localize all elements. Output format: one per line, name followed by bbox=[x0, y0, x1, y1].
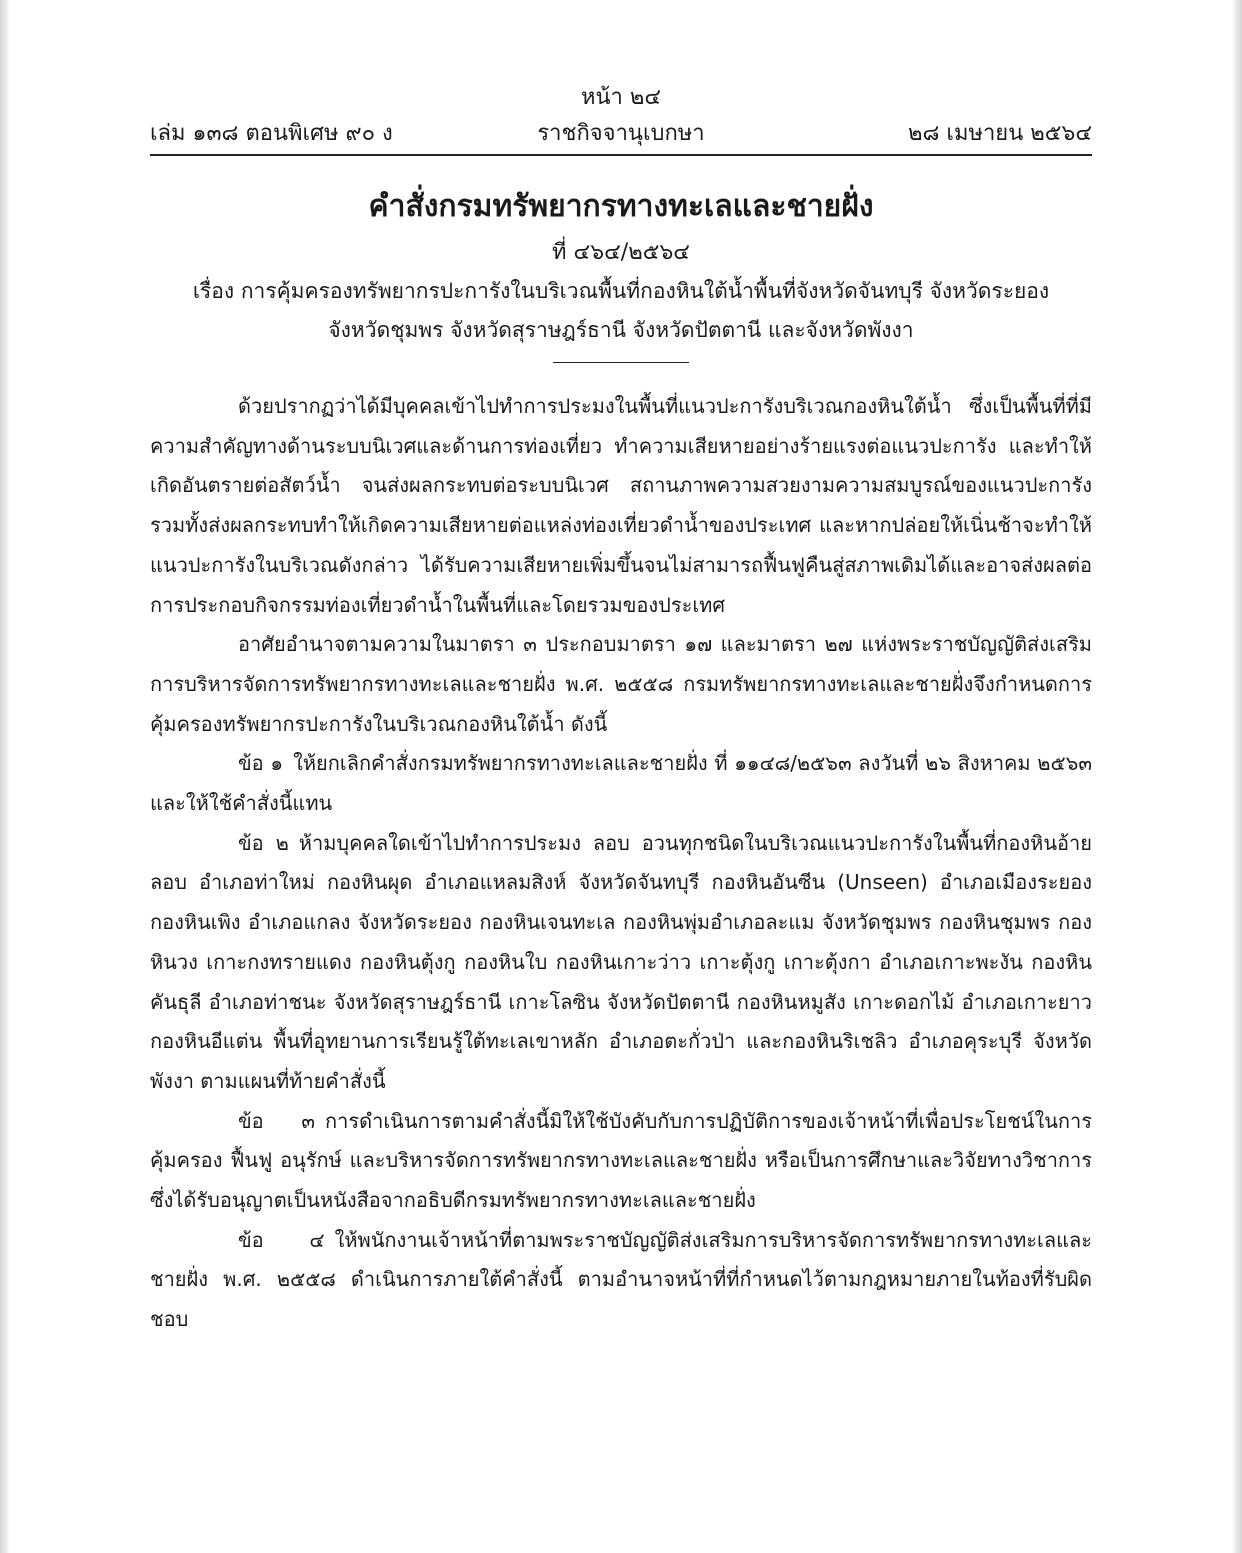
authority-paragraph: อาศัยอำนาจตามความในมาตรา ๓ ประกอบมาตรา ๑๗ และมาตรา ๒๗ แห่งพระราชบัญญัติส่งเสริมการบริหารจัดการทรัพยากรทางทะเลและชายฝั่ง พ.ศ. ๒๕๕๘ กรมทรัพยากรทางทะเลและชายฝั่งจึงกำหนดการคุ้มครองทรัพยากรปะการังในบริเวณกองหินใต้น้ำ ดังนี้ bbox=[150, 632, 1092, 736]
publication-name: ราชกิจจานุเบกษา bbox=[537, 121, 705, 146]
clause-3 bbox=[150, 1102, 1092, 1221]
clause-3-text: การดำเนินการตามคำสั่งนี้มิให้ใช้บังคับกับการปฏิบัติการของเจ้าหน้าที่เพื่อประโยชน์ในการคุ้มครอง ฟื้นฟู อนุรักษ์ และบริหารจัดการทรัพยากรทางทะเลและชายฝั่ง หรือเป็นการศึกษาและวิจัยทางวิชาการ ซึ่งได้รับอนุญาตเป็นหนังสือจากอธิบดีกรมทรัพยากรทางทะเลและชายฝั่ง bbox=[150, 1108, 1092, 1213]
clause-4 bbox=[150, 1221, 1092, 1340]
preamble-paragraph: ด้วยปรากฏว่าได้มีบุคคลเข้าไปทำการประมงในพื้นที่แนวปะการังบริเวณกองหินใต้น้ำ ซึ่งเป็นพื้นที่ที่มีความสำคัญทางด้านระบบนิเวศและด้านการท่องเที่ยว ทำความเสียหายอย่างร้ายแรงต่อแนวปะการัง และทำให้เกิดอันตรายต่อสัตว์น้ำ จนส่งผลกระทบต่อระบบนิเวศ สถานภาพความสวยงามความสมบูรณ์ของแนวปะการัง รวมทั้งส่งผลกระทบทำให้เกิดความเสียหายต่อแหล่งท่องเที่ยวดำน้ำของประเทศ และหากปล่อยให้เนิ่นช้าจะทำให้แนวปะการังในบริเวณดังกล่าว ได้รับความเสียหายเพิ่มขึ้นจนไม่สามารถฟื้นฟูคืนสู่สภาพเดิมได้และอาจส่งผลต่อการประกอบกิจกรรมท่องเที่ยวดำน้ำในพื้นที่และโดยรวมของประเทศ bbox=[150, 394, 1092, 617]
clause-1-label: ข้อ ๑ bbox=[238, 751, 284, 776]
page-number: หน้า ๒๔ bbox=[580, 85, 662, 110]
clause-2-label: ข้อ ๒ bbox=[238, 830, 289, 855]
header-divider bbox=[150, 154, 1092, 156]
gazette-page bbox=[150, 80, 1092, 1340]
clause-4-text: ให้พนักงานเจ้าหน้าที่ตามพระราชบัญญัติส่งเสริมการบริหารจัดการทรัพยากรทางทะเลและชายฝั่ง พ.ศ. ๒๕๕๘ ดำเนินการภายใต้คำสั่งนี้ ตามอำนาจหน้าที่ที่กำหนดไว้ตามกฎหมายภายในท้องที่รับผิดชอบ bbox=[150, 1227, 1092, 1332]
title-divider bbox=[553, 362, 689, 363]
order-number: ที่ ๔๖๔/๒๕๖๔ bbox=[552, 240, 690, 265]
clause-3-label: ข้อ ๓ bbox=[238, 1108, 316, 1133]
clause-2 bbox=[150, 824, 1092, 1102]
clause-1-text: ให้ยกเลิกคำสั่งกรมทรัพยากรทางทะเลและชายฝั่ง ที่ ๑๑๔๘/๒๕๖๓ ลงวันที่ ๒๖ สิงหาคม ๒๕๖๓ และให้ใช้คำสั่งนี้แทน bbox=[150, 751, 1092, 816]
volume-issue: เล่ม ๑๓๘ ตอนพิเศษ ๙๐ ง bbox=[150, 121, 393, 146]
document-title: คำสั่งกรมทรัพยากรทางทะเลและชายฝั่ง bbox=[368, 189, 874, 224]
gazette-meta-row bbox=[150, 116, 1092, 152]
page-edge-shadow-left bbox=[0, 0, 10, 1553]
document-subject bbox=[150, 272, 1092, 350]
publication-date: ๒๘ เมษายน ๒๕๖๔ bbox=[907, 121, 1092, 146]
clause-2-text: ห้ามบุคคลใดเข้าไปทำการประมง ลอบ อวนทุกชนิดในบริเวณแนวปะการังในพื้นที่กองหินอ้ายลอบ อำเภอท่าใหม่ กองหินผุด อำเภอแหลมสิงห์ จังหวัดจันทบุรี กองหินอันซีน (Unseen) อำเภอเมืองระยอง กองหินเพิง อำเภอแกลง จังหวัดระยอง กองหินเจนทะเล กองหินพุ่มอำเภอละแม จังหวัดชุมพร กองหินชุมพร กองหินวง เกาะกงทรายแดง กองหินตุ้งกู กองหินใบ กองหินเกาะว่าว เกาะตุ้งกู เกาะตุ้งกา อำเภอเกาะพะงัน กองหินคันธุลี อำเภอท่าชนะ จังหวัดสุราษฎร์ธานี เกาะโลซิน จังหวัดปัตตานี กองหินหมูสัง เกาะดอกไม้ อำเภอเกาะยาว กองหินอีแต่น พื้นที่อุทยานการเรียนรู้ใต้ทะเลเขาหลัก อำเภอตะกั่วป่า และกองหินริเชลิว อำเภอคุระบุรี จังหวัดพังงา ตามแผนที่ท้ายคำสั่งนี้ bbox=[150, 830, 1092, 1093]
document-body bbox=[150, 387, 1092, 1340]
page-edge-shadow-right bbox=[1232, 0, 1242, 1553]
clause-1 bbox=[150, 744, 1092, 823]
subject-line-2: จังหวัดชุมพร จังหวัดสุราษฎร์ธานี จังหวัดปัตตานี และจังหวัดพังงา bbox=[328, 318, 914, 342]
subject-line-1: เรื่อง การคุ้มครองทรัพยากรปะการังในบริเวณพื้นที่กองหินใต้น้ำพื้นที่จังหวัดจันทบุรี จังหวัดระยอง bbox=[192, 279, 1050, 303]
clause-4-label: ข้อ ๔ bbox=[238, 1227, 325, 1252]
